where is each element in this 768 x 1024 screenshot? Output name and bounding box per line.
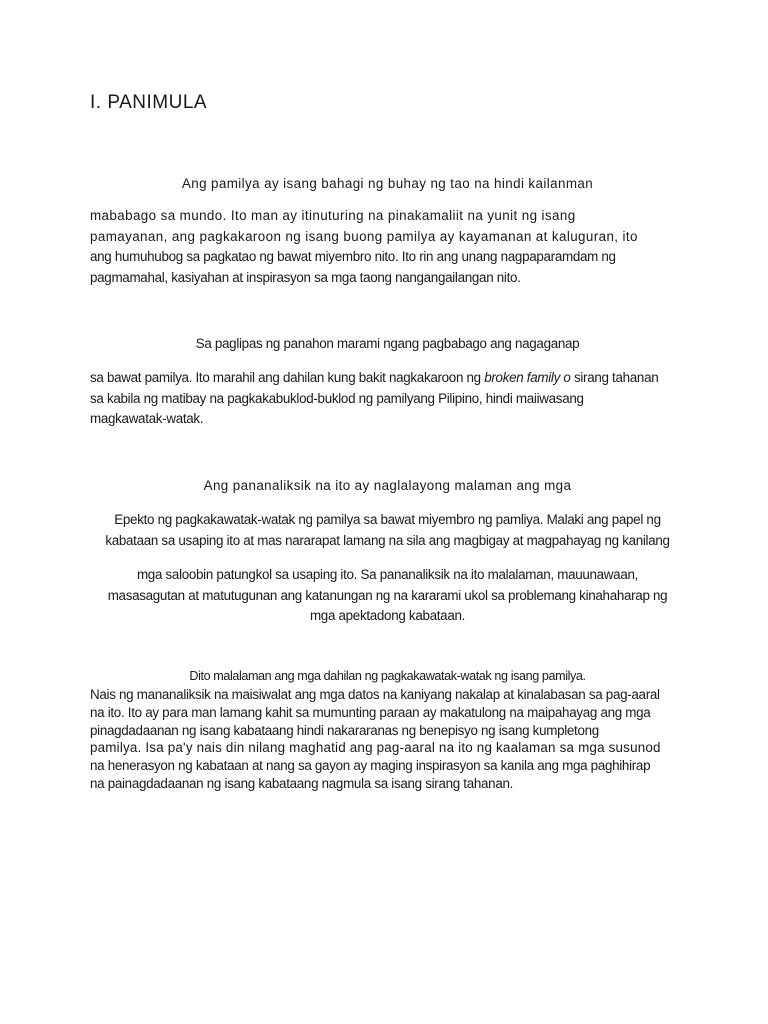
paragraph-4-line: Nais ng mananaliksik na maisiwalat ang mga datos na kaniyang nakalap at kinalabasan sa pag-aaral: [90, 687, 660, 702]
paragraph-4-line: pinagdadaanan ng isang kabataang hindi nakararanas ng benepisyo ng isang kumpletong: [90, 722, 599, 738]
paragraph-3-line: masasagutan at matutugunan ang katanungan ng na kararami ukol sa problemang kinahaharap ng: [107, 587, 668, 603]
paragraph-2-line: sa kabila ng matibay na pagkakabuklod-buklod ng pamilyang Pilipino, hindi maiiwasang: [90, 390, 584, 406]
paragraph-3-line: mga saloobin patungkol sa usaping ito. Sa pananaliksik na ito malalaman, mauunawaan,: [136, 567, 639, 582]
paragraph-3-line: Epekto ng pagkakawatak-watak ng pamilya sa bawat miyembro ng pamliya. Malaki ang papel ng: [114, 512, 661, 527]
paragraph-3-block-1: [90, 510, 685, 551]
paragraph-1-line: pagmamahal, kasiyahan at inspirasyon sa mga taong nangangailangan nito.: [90, 269, 521, 285]
paragraph-4-lead-line: Dito malalaman ang mga dahilan ng pagkakawatak-watak ng isang pamilya.: [189, 669, 586, 683]
paragraph-1-lead-line: Ang pamilya ay isang bahagi ng buhay ng tao na hindi kailanman: [181, 176, 594, 191]
paragraph-2-italic-term: broken family o: [484, 370, 571, 385]
section-heading: I. PANIMULA: [90, 92, 208, 113]
paragraph-1-body: [90, 206, 685, 288]
paragraph-2-line: magkawatak-watak.: [90, 411, 204, 426]
paragraph-2-body: [90, 368, 685, 430]
paragraph-3-line: mga apektadong kabataan.: [309, 608, 466, 623]
paragraph-2-line: [90, 368, 685, 389]
paragraph-1-line: mababago sa mundo. Ito man ay itinuturing na pinakamaliit na yunit ng isang: [90, 208, 576, 223]
paragraph-4-line: na painagdadaanan ng isang kabataang nagmula sa isang sirang tahanan.: [90, 775, 514, 791]
paragraph-1-lead: [90, 174, 685, 195]
paragraph-2-text: sirang tahanan: [570, 370, 659, 385]
paragraph-4-body: [90, 686, 685, 793]
paragraph-1-line: pamayanan, ang pagkakaroon ng isang buong pamilya ay kayamanan at kaluguran, ito: [90, 228, 638, 244]
paragraph-4-line: na henerasyon ng kabataan at nang sa gayon ay maging inspirasyon sa kanila ang mga paghihirap: [90, 758, 651, 774]
paragraph-4-line: pamilya. Isa pa'y nais din nilang maghatid ang pag-aaral na ito ng kaalaman sa mga susunod: [90, 740, 661, 756]
paragraph-2-lead: [90, 334, 685, 355]
paragraph-2-text: sa bawat pamilya. Ito marahil ang dahilan kung bakit nagkakaroon ng: [90, 370, 485, 385]
paragraph-1-line: ang humuhubog sa pagkatao ng bawat miyembro nito. Ito rin ang unang nagpaparamdam ng: [90, 249, 616, 264]
paragraph-3-lead: [90, 476, 685, 497]
paragraph-2-lead-line: Sa paglipas ng panahon marami ngang pagbabago ang nagaganap: [195, 336, 580, 351]
paragraph-3-lead-line: Ang pananaliksik na ito ay naglalayong malaman ang mga: [203, 478, 572, 493]
paragraph-4-line: na ito. Ito ay para man lamang kahit sa mumunting paraan ay makatulong na maipahayag ang mga: [90, 704, 651, 720]
paragraph-4-lead: [90, 668, 685, 685]
paragraph-3-block-2: [90, 565, 685, 627]
paragraph-3-line: kabataan sa usaping ito at mas nararapat lamang na sila ang magbigay at magpahayag ng kanilang: [105, 532, 670, 548]
